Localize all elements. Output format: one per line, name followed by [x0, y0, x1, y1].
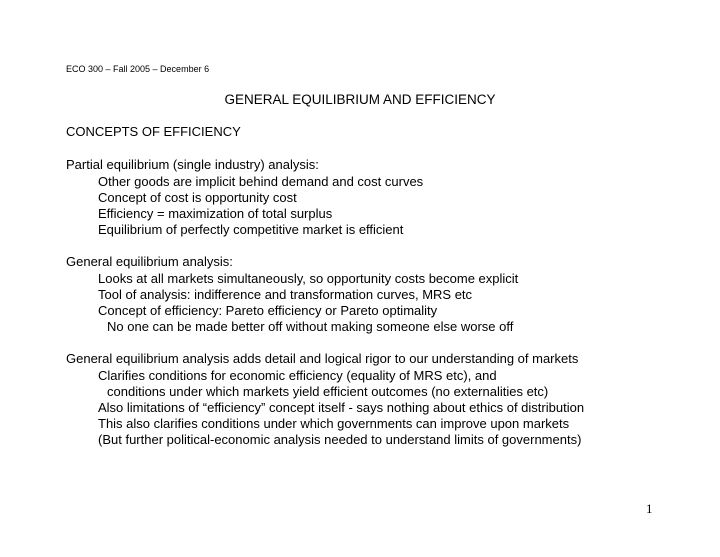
general-item: Looks at all markets simultaneously, so opportunity costs become explicit — [98, 271, 519, 286]
partial-equilibrium-heading: Partial equilibrium (single industry) analysis: — [66, 157, 319, 172]
course-header: ECO 300 – Fall 2005 – December 6 — [66, 64, 210, 74]
rigor-item: Clarifies conditions for economic efficiency (equality of MRS etc), and — [98, 368, 497, 383]
page-number: 1 — [646, 501, 653, 516]
partial-item: Equilibrium of perfectly competitive market is efficient — [98, 222, 404, 237]
rigor-item: Also limitations of “efficiency” concept itself - says nothing about ethics of distribution — [98, 400, 585, 415]
partial-item: Efficiency = maximization of total surplus — [98, 206, 333, 221]
section-heading: CONCEPTS OF EFFICIENCY — [66, 124, 241, 139]
general-item: Concept of efficiency: Pareto efficiency or Pareto optimality — [98, 303, 438, 318]
partial-item: Concept of cost is opportunity cost — [98, 190, 297, 205]
slide-title: GENERAL EQUILIBRIUM AND EFFICIENCY — [224, 92, 496, 107]
general-sub-item: No one can be made better off without making someone else worse off — [107, 319, 514, 334]
general-equilibrium-heading: General equilibrium analysis: — [66, 254, 233, 269]
partial-item: Other goods are implicit behind demand and cost curves — [98, 174, 424, 189]
general-item: Tool of analysis: indifference and transformation curves, MRS etc — [98, 287, 473, 302]
rigor-heading: General equilibrium analysis adds detail and logical rigor to our understanding of markets — [66, 351, 579, 366]
rigor-item: (But further political-economic analysis needed to understand limits of governments) — [98, 432, 582, 447]
rigor-item: This also clarifies conditions under which governments can improve upon markets — [98, 416, 570, 431]
rigor-item-continuation: conditions under which markets yield efficient outcomes (no externalities etc) — [107, 384, 549, 399]
